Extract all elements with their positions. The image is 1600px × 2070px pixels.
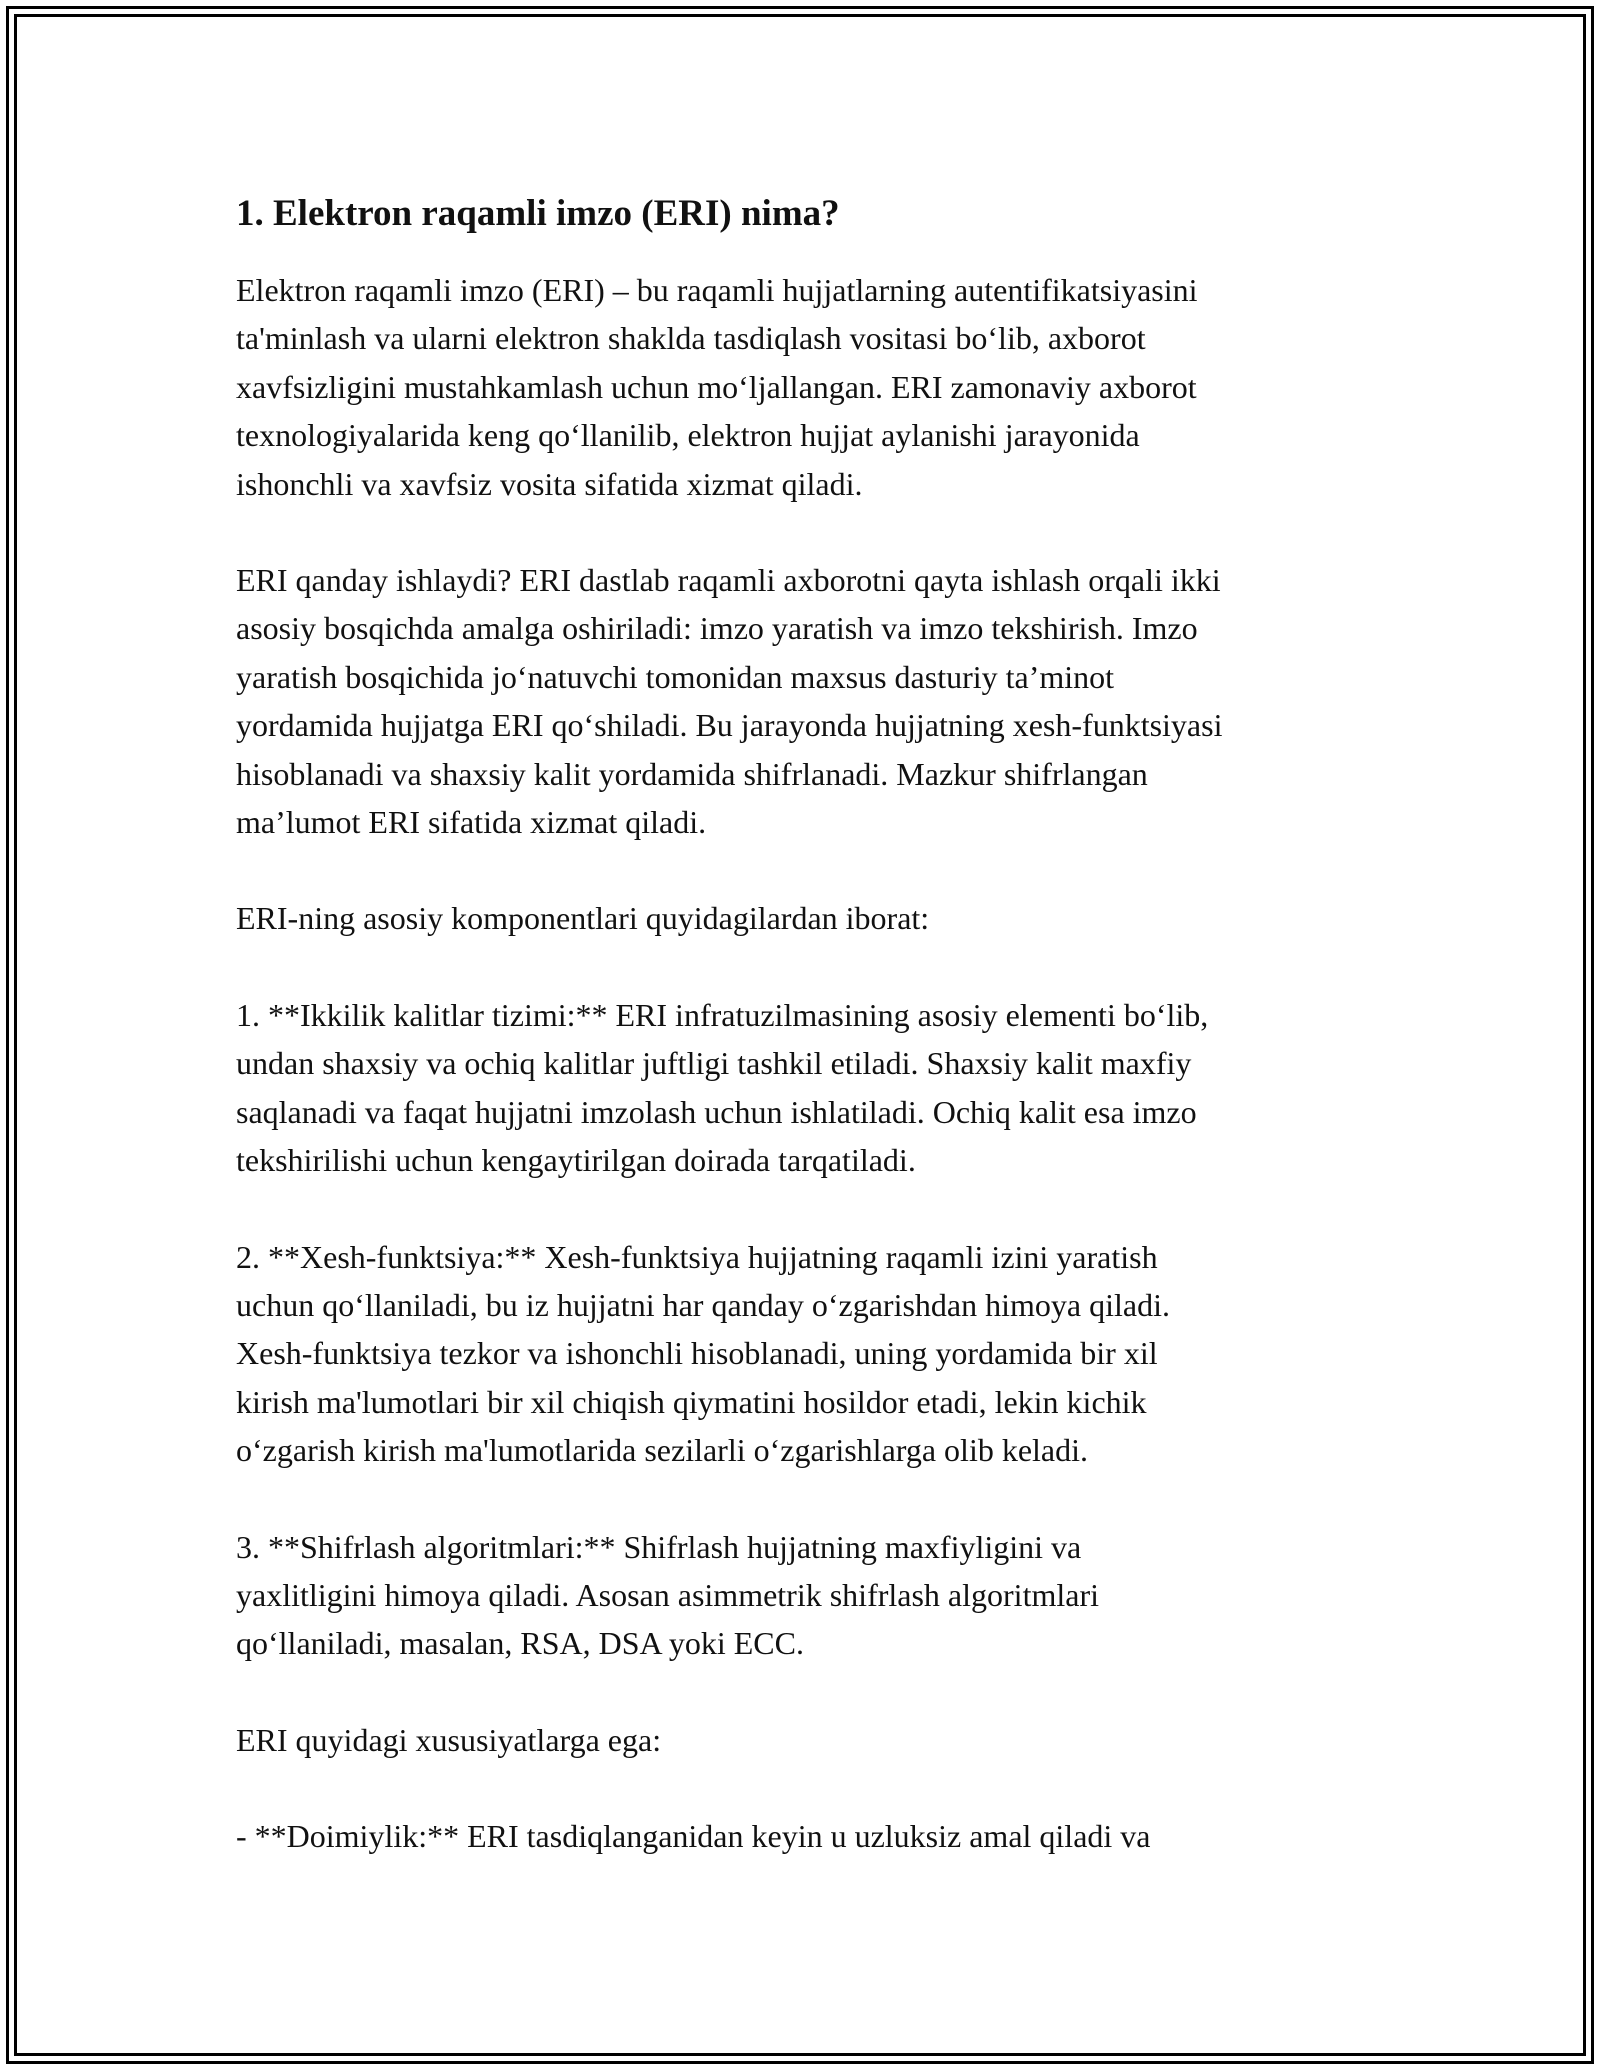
text-line: ishonchli va xavfsiz vosita sifatida xizmat qiladi. xyxy=(236,465,863,502)
text-line: yaratish bosqichida joʻnatuvchi tomonidan maxsus dasturiy taʼminot xyxy=(236,658,1115,695)
text-line: ERI qanday ishlaydi? ERI dastlab raqamli axborotni qayta ishlash orqali ikki xyxy=(236,562,1221,599)
text-line: xavfsizligini mustahkamlash uchun moʻljallangan. ERI zamonaviy axborot xyxy=(236,368,1197,405)
text-line: qoʻllaniladi, masalan, RSA, DSA yoki ECC. xyxy=(236,1625,804,1662)
text-line: yaxlitligini himoya qiladi. Asosan asimmetrik shifrlash algoritmlari xyxy=(236,1576,1099,1613)
text-line: Elektron raqamli imzo (ERI) – bu raqamli hujjatlarning autentifikatsiyasini xyxy=(236,272,1198,308)
paragraph-eri-definition xyxy=(236,266,1386,508)
text-line: 2. **Xesh-funktsiya:** Xesh-funktsiya hujjatning raqamli izini yaratish xyxy=(236,1238,1158,1275)
document-body xyxy=(236,188,1386,1909)
text-line: texnologiyalarida keng qoʻllanilib, elektron hujjat aylanishi jarayonida xyxy=(236,417,1140,454)
text-line: - **Doimiylik:** ERI tasdiqlanganidan keyin u uzluksiz amal qiladi va xyxy=(236,1818,1151,1855)
text-line: ERI-ning asosiy komponentlari quyidagilardan iborat: xyxy=(236,900,930,937)
paragraph-properties-intro xyxy=(236,1716,1386,1764)
list-item-permanence xyxy=(236,1812,1386,1860)
list-item-key-pair-system xyxy=(236,991,1386,1185)
paragraph-components-intro xyxy=(236,894,1386,942)
text-line: 3. **Shifrlash algoritmlari:** Shifrlash hujjatning maxfiyligini va xyxy=(236,1528,1082,1565)
text-line: saqlanadi va faqat hujjatni imzolash uchun ishlatiladi. Ochiq kalit esa imzo xyxy=(236,1093,1197,1130)
text-line: tekshirilishi uchun kengaytirilgan doirada tarqatiladi. xyxy=(236,1142,916,1179)
list-item-encryption-algorithms xyxy=(236,1523,1386,1668)
text-line: undan shaxsiy va ochiq kalitlar juftligi tashkil etiladi. Shaxsiy kalit maxfiy xyxy=(236,1045,1192,1082)
text-line: hisoblanadi va shaxsiy kalit yordamida shifrlanadi. Mazkur shifrlangan xyxy=(236,755,1148,792)
text-line: Xesh-funktsiya tezkor va ishonchli hisoblanadi, uning yordamida bir xil xyxy=(236,1335,1158,1372)
text-line: ERI quyidagi xususiyatlarga ega: xyxy=(236,1721,662,1758)
text-line: 1. **Ikkilik kalitlar tizimi:** ERI infratuzilmasining asosiy elementi boʻlib, xyxy=(236,996,1209,1033)
text-line: ta'minlash va ularni elektron shaklda tasdiqlash vositasi boʻlib, axborot xyxy=(236,320,1146,357)
text-line: oʻzgarish kirish ma'lumotlarida sezilarli oʻzgarishlarga olib keladi. xyxy=(236,1432,1089,1469)
text-line: uchun qoʻllaniladi, bu iz hujjatni har qanday oʻzgarishdan himoya qiladi. xyxy=(236,1286,1170,1323)
paragraph-how-eri-works xyxy=(236,556,1386,846)
section-heading: 1. Elektron raqamli imzo (ERI) nima? xyxy=(236,193,840,234)
text-line: yordamida hujjatga ERI qoʻshiladi. Bu jarayonda hujjatning xesh-funktsiyasi xyxy=(236,707,1223,744)
list-item-hash-function xyxy=(236,1233,1386,1475)
text-line: maʼlumot ERI sifatida xizmat qiladi. xyxy=(236,804,707,841)
text-line: kirish ma'lumotlari bir xil chiqish qiymatini hosildor etadi, lekin kichik xyxy=(236,1383,1147,1420)
text-line: asosiy bosqichda amalga oshiriladi: imzo yaratish va imzo tekshirish. Imzo xyxy=(236,610,1198,647)
